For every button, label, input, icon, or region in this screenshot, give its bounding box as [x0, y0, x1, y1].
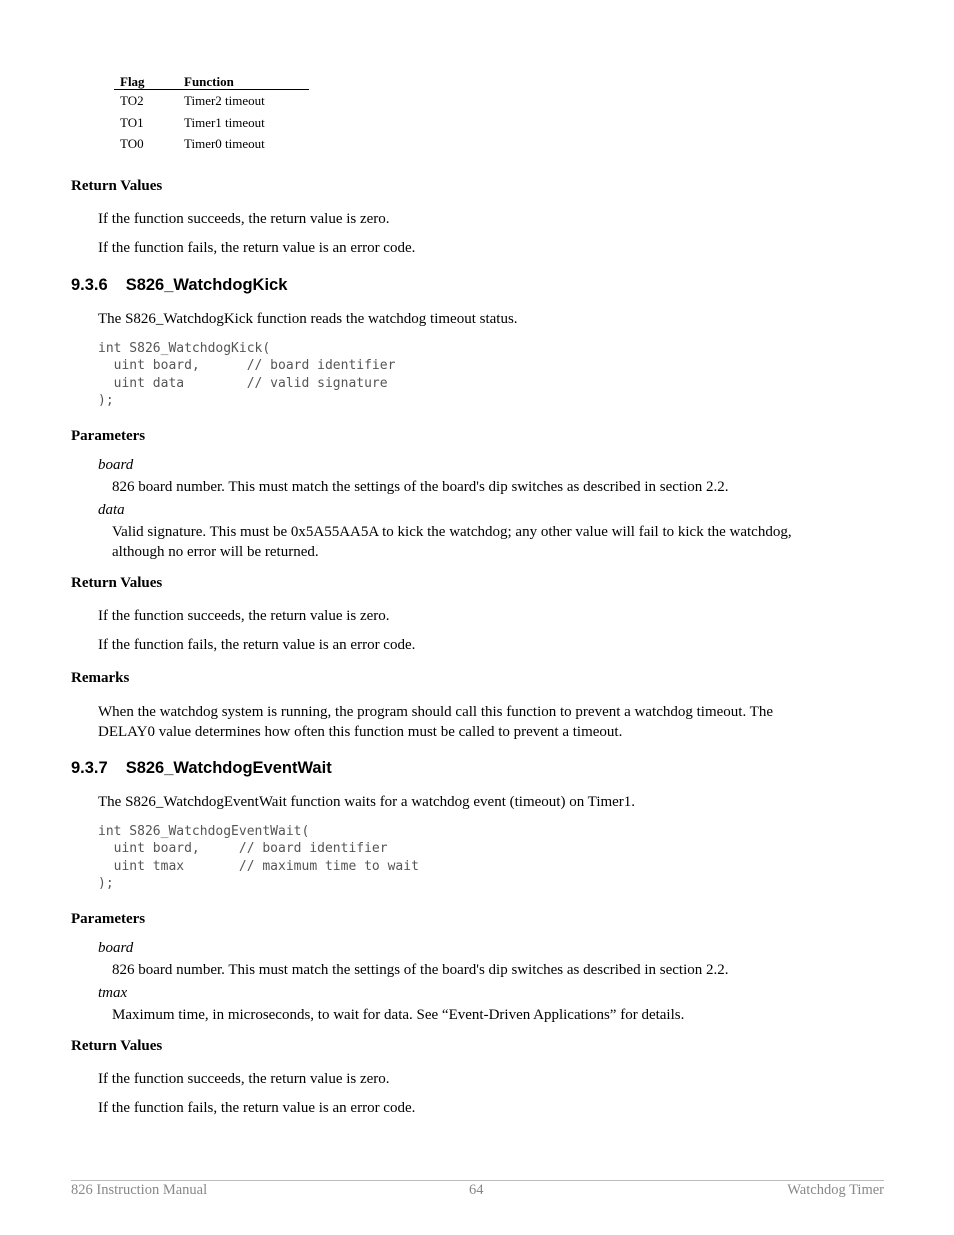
- code-line: uint board, // board identifier: [98, 841, 388, 857]
- remarks-text: DELAY0 value determines how often this function must be called to prevent a timeout.: [98, 724, 623, 740]
- function-cell: Timer1 timeout: [184, 115, 265, 130]
- remarks-text: When the watchdog system is running, the program should call this function to prevent a watchdog timeout. The: [98, 704, 773, 720]
- param-desc-tmax: Maximum time, in microseconds, to wait for data. See “Event-Driven Applications” for details.: [112, 1007, 685, 1023]
- param-name-data: data: [98, 502, 125, 518]
- flag-table-header-function: Function: [184, 74, 234, 89]
- flag-cell: TO1: [120, 115, 144, 130]
- code-line: int S826_WatchdogKick(: [98, 341, 271, 356]
- code-block: [98, 340, 395, 409]
- code-line: uint tmax // maximum time to wait: [98, 858, 419, 874]
- section-title: S826_WatchdogKick: [125, 276, 288, 294]
- flag-cell: TO0: [120, 136, 144, 151]
- return-success-text: If the function succeeds, the return value is zero.: [98, 608, 390, 624]
- code-line: );: [98, 875, 114, 891]
- function-description: The S826_WatchdogKick function reads the watchdog timeout status.: [98, 311, 518, 327]
- return-success-text: If the function succeeds, the return value is zero.: [98, 1071, 390, 1087]
- return-success-text: If the function succeeds, the return value is zero.: [98, 211, 390, 227]
- footer-page-number: 64: [469, 1182, 484, 1198]
- param-desc-board: 826 board number. This must match the settings of the board's dip switches as described in section 2.2.: [112, 479, 729, 495]
- param-desc-data: although no error will be returned.: [112, 544, 319, 560]
- flag-table: [114, 74, 309, 156]
- param-name-board: board: [98, 940, 134, 956]
- footer-section-name: Watchdog Timer: [787, 1182, 884, 1198]
- parameters-heading: Parameters: [71, 428, 146, 444]
- return-fail-text: If the function fails, the return value is an error code.: [98, 1100, 416, 1116]
- return-values-heading: Return Values: [71, 1038, 163, 1054]
- code-line: int S826_WatchdogEventWait(: [98, 824, 310, 839]
- function-cell: Timer0 timeout: [184, 136, 265, 151]
- section-number: 9.3.7: [71, 759, 108, 777]
- code-block: [98, 823, 419, 892]
- section-heading-watchdog-event-wait: [71, 759, 332, 778]
- remarks-heading: Remarks: [71, 670, 130, 686]
- section-number: 9.3.6: [71, 276, 108, 294]
- section-title: S826_WatchdogEventWait: [125, 759, 332, 777]
- code-line: uint data // valid signature: [98, 375, 388, 391]
- flag-table-header-rule: [114, 89, 309, 90]
- flag-cell: TO2: [120, 93, 144, 108]
- return-values-heading: Return Values: [71, 178, 163, 194]
- param-desc-data: Valid signature. This must be 0x5A55AA5A to kick the watchdog; any other value will fail to kick the watchdog,: [112, 524, 792, 540]
- code-line: uint board, // board identifier: [98, 358, 396, 374]
- parameters-heading: Parameters: [71, 911, 146, 927]
- flag-table-header-flag: Flag: [120, 74, 145, 89]
- code-line: );: [98, 392, 114, 408]
- footer-rule: [71, 1180, 884, 1181]
- footer-manual-title: 826 Instruction Manual: [71, 1182, 208, 1198]
- return-values-heading: Return Values: [71, 575, 163, 591]
- function-description: The S826_WatchdogEventWait function waits for a watchdog event (timeout) on Timer1.: [98, 794, 636, 810]
- param-name-tmax: tmax: [98, 985, 128, 1001]
- param-name-board: board: [98, 457, 134, 473]
- return-fail-text: If the function fails, the return value is an error code.: [98, 240, 416, 256]
- param-desc-board: 826 board number. This must match the settings of the board's dip switches as described in section 2.2.: [112, 962, 729, 978]
- return-fail-text: If the function fails, the return value is an error code.: [98, 637, 416, 653]
- function-cell: Timer2 timeout: [184, 93, 265, 108]
- section-heading-watchdog-kick: [71, 276, 287, 295]
